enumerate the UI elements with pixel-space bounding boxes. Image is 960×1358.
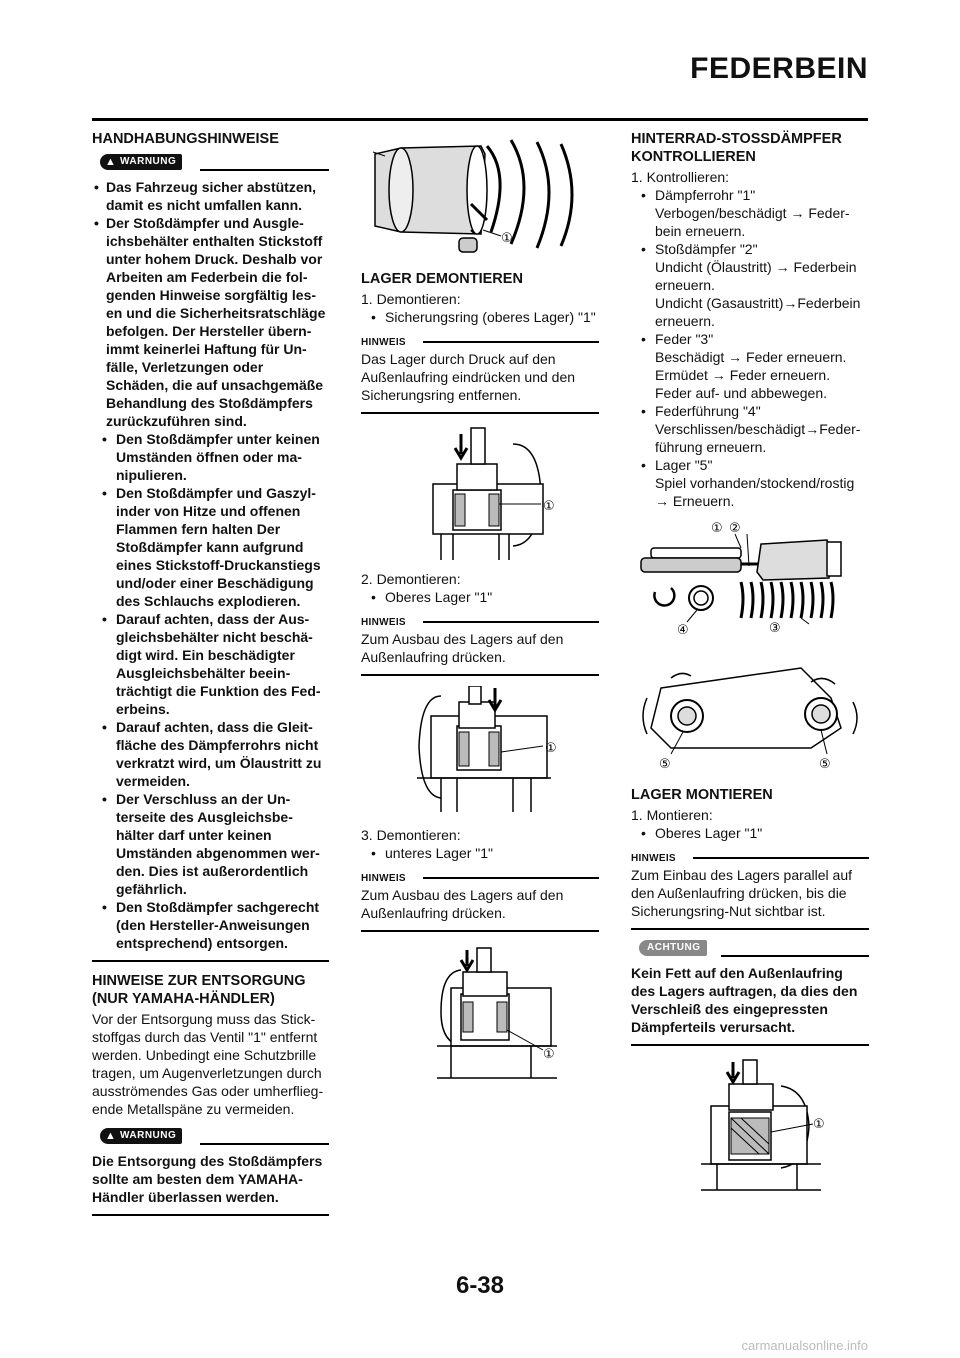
list-item: • Darauf achten, dass die Gleit-fläche des Dämpferrohrs nicht verkratzt wird, um Ölaustritt zu vermeiden. [92,718,329,790]
callout-1: ① [545,741,557,756]
callout-1: ① [711,521,723,536]
note-1: Das Lager durch Druck auf den Außenlaufring eindrücken und den Sicherungsring entfernen. [361,351,576,403]
list-item: • Dämpferrohr "1" Verbogen/beschädigt → Feder-bein erneuern. [631,186,869,240]
list-item: • Stoßdämpfer "2" Undicht (Ölaustritt) → Federbein erneuern. Undicht (Gasaustritt)→Federbein erneuern. [631,240,869,330]
column-3 [631,130,869,1192]
bearing-removal-diagram-2 [361,686,599,818]
list-item: • Das Fahrzeug sicher abstützen, damit es nicht umfallen kann. [92,178,329,214]
note-line [693,857,869,859]
note-header: HINWEIS [361,612,599,628]
page-title: FEDERBEIN [690,52,868,85]
warning-list [92,178,329,952]
warning-icon: ▲ [105,1130,117,1142]
shock-parts-illustration [631,518,869,648]
warning-line [200,169,329,171]
note-line [423,877,599,879]
warning-badge: ▲ WARNUNG [100,1128,182,1144]
list-item: • Sicherungsring (oberes Lager) "1" [361,308,599,326]
warning-badge: ▲ WARNUNG [100,154,182,170]
list-item: • Oberes Lager "1" [361,588,599,606]
caution-line [721,955,869,957]
shock-valve-illustration [361,134,599,264]
note-header: HINWEIS [361,332,599,348]
callout-1: ① [543,499,555,514]
disposal-text: Vor der Entsorgung muss das Stick-stoffgas durch das Ventil "1" entfernt werden. Unbedingt eine Schutzbrille tragen, um Augenverletzungen durch ausströmendes Gas oder umherflieg-ende Metallspäne zu vermeiden. [92,1011,324,1117]
callout-5: ⑤ [659,757,671,772]
list-item: • unteres Lager "1" [361,844,599,862]
note-3: Zum Ausbau des Lagers auf den Außenlaufring drücken. [361,887,564,921]
note-end-rule [361,674,599,676]
list-item: • Federführung "4" Verschlissen/beschädigt→Feder-führung erneuern. [631,402,869,456]
check-step: 1. Kontrollieren: [631,169,730,185]
page-number: 6-38 [455,1272,505,1299]
list-item: • Der Verschluss an der Un-terseite des Ausgleichsbe-hälter darf unter keinen Umständen abgenommen wer-den. Dies ist außerordentlich gefährlich. [92,790,329,898]
callout-1: ① [813,1117,825,1132]
caution-badge: ACHTUNG [639,940,707,956]
step-1: 1. Demontieren: [361,291,461,307]
check-title: HINTERRAD-STOSSDÄMPFER KONTROLLIEREN [631,131,842,165]
warning-end-rule [92,1214,329,1216]
note-end-rule [631,928,869,930]
warning-header-2 [92,1128,329,1148]
watermark: carmanualsonline.info [741,1338,868,1353]
column-2 [361,134,599,1080]
list-item: • Oberes Lager "1" [631,824,869,842]
warning-end-rule [92,960,329,962]
warning-header [92,154,329,174]
list-item: • Den Stoßdämpfer sachgerecht (den Hersteller-Anweisungen entsprechend) entsorgen. [92,898,329,952]
disposal-title: HINWEISE ZUR ENTSORGUNG (NUR YAMAHA-HÄNDLER) [92,973,306,1007]
list-item: • Den Stoßdämpfer unter keinen Umständen öffnen oder ma-nipulieren. [92,430,329,484]
install-note: Zum Einbau des Lagers parallel auf den Außenlaufring drücken, bis die Sicherungsring-Nut sichtbar ist. [631,867,853,919]
note-line [423,341,599,343]
callout-2: ② [729,521,741,536]
list-item: • Den Stoßdämpfer und Gaszyl-inder von Hitze und offenen Flammen fern halten Der Stoßdämpfer kann aufgrund eines Stickstoff-Druckanstiegs und/oder einer Beschädigung des Schlauchs explodieren. [92,484,329,610]
callout-1: ① [501,231,513,246]
handling-title: HANDHABUNGSHINWEISE [92,131,279,147]
remove-title: LAGER DEMONTIEREN [361,271,523,287]
warning-line [200,1143,329,1145]
callout-3: ③ [769,621,781,636]
caution-end-rule [631,1044,869,1046]
bearing-install-diagram [631,1056,869,1192]
list-item: • Darauf achten, dass der Aus-gleichsbehälter nicht beschä-digt wird. Ein beschädigter Ausgleichsbehälter beein-trächtigt die Funktion des Fed-erbeins. [92,610,329,718]
bearing-removal-diagram-3 [361,942,599,1080]
check-list [631,186,869,510]
step-3: 3. Demontieren: [361,827,461,843]
callout-1: ① [543,1047,555,1062]
install-title: LAGER MONTIEREN [631,787,773,803]
bearing-play-illustration [631,658,869,778]
note-end-rule [361,930,599,932]
list-item: • Lager "5" Spiel vorhanden/stockend/rostig → Erneuern. [631,456,869,510]
install-step: 1. Montieren: [631,807,713,823]
caution-text: Kein Fett auf den Außenlaufring des Lagers auftragen, da dies den Verschleiß des eingepressten Dämpferteils verursacht. [631,965,858,1035]
note-line [423,621,599,623]
caution-header [631,940,869,960]
note-header: HINWEIS [361,868,599,884]
bearing-removal-diagram-1 [361,424,599,562]
callout-4: ④ [677,623,689,638]
list-item: • Feder "3" Beschädigt → Feder erneuern. Ermüdet → Feder erneuern. Feder auf- und abbewegen. [631,330,869,402]
step-2: 2. Demontieren: [361,571,461,587]
note-header: HINWEIS [631,848,869,864]
header-rule [92,118,868,121]
note-end-rule [361,412,599,414]
callout-5: ⑤ [819,757,831,772]
warning-icon: ▲ [105,156,117,168]
column-1 [92,130,329,1226]
disposal-warning: Die Entsorgung des Stoßdämpfers sollte am besten dem YAMAHA-Händler überlassen werden. [92,1153,323,1205]
note-2: Zum Ausbau des Lagers auf den Außenlaufring drücken. [361,631,564,665]
list-item: • Der Stoßdämpfer und Ausgle-ichsbehälter enthalten Stickstoff unter hohem Druck. Deshalb vor Arbeiten am Federbein die fol-genden Hinweise sorgfältig les-en und die Sicherheitsratschläge befolgen. Der Hersteller übern-immt keinerlei Haftung für Un-fälle, Verletzungen oder Schäden, die auf unsachgemäße Behandlung des Stoßdämpfers zurückzuführen sind. [92,214,329,430]
